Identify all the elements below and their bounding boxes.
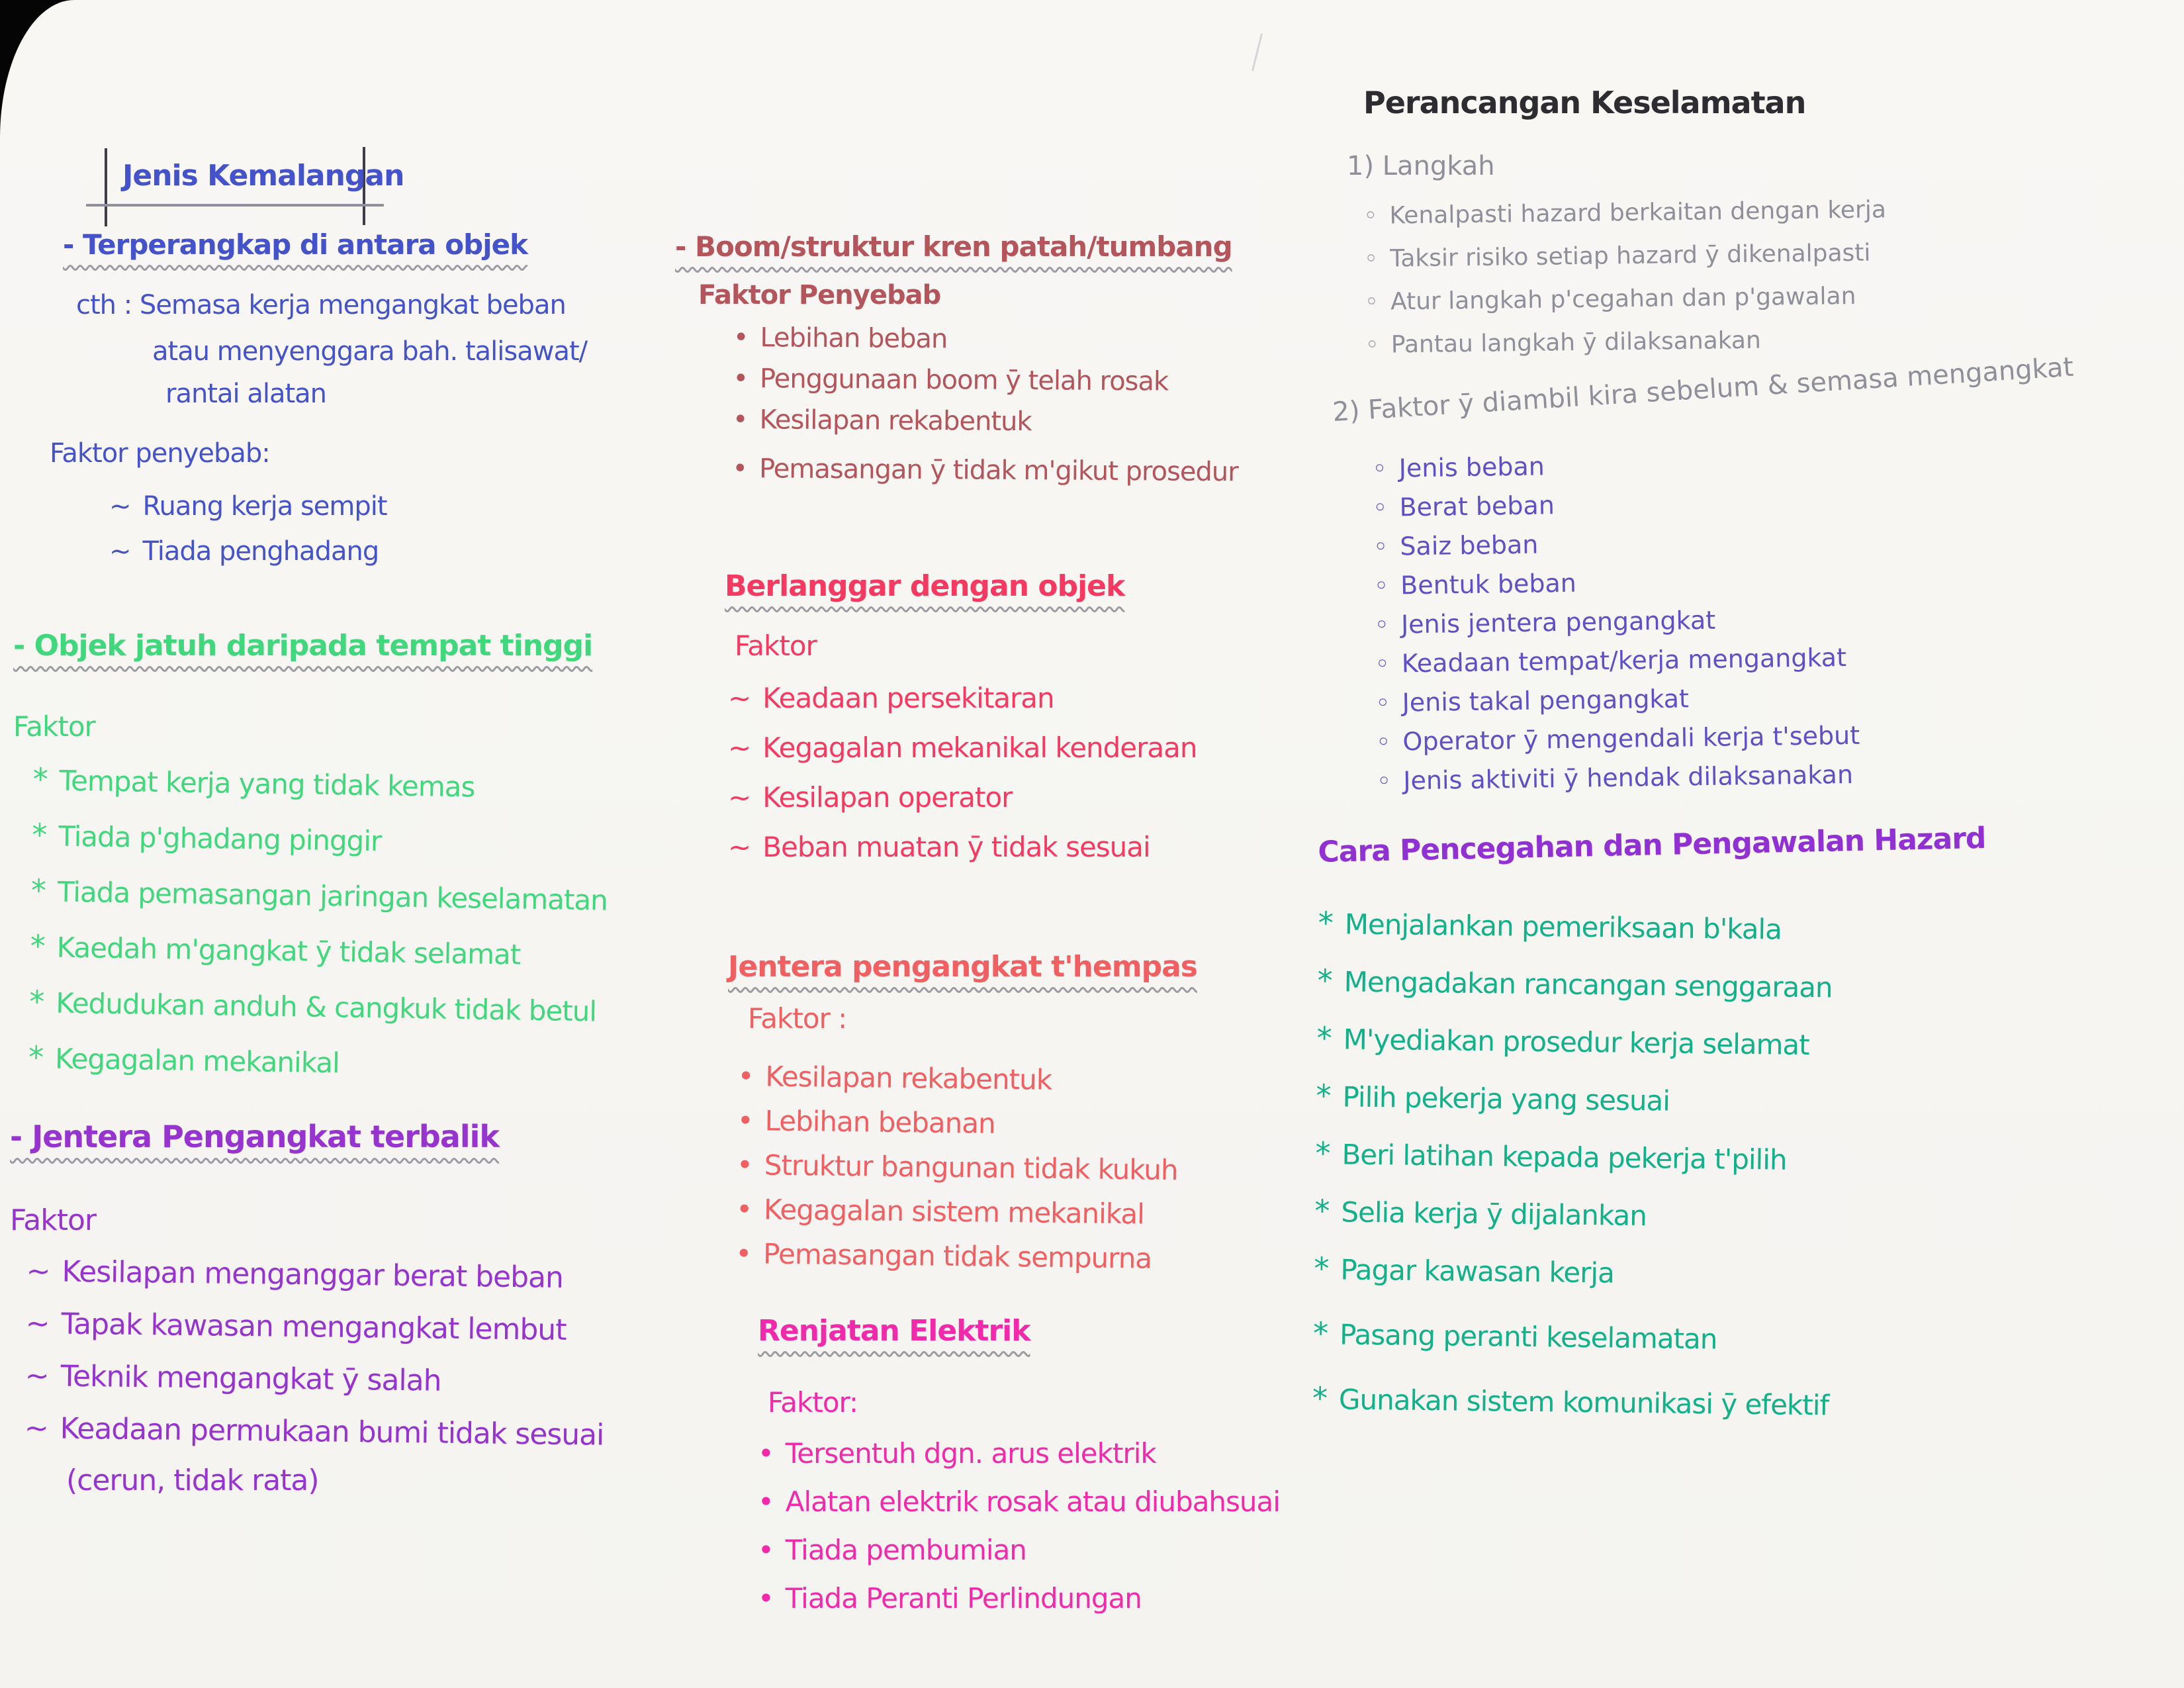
- list-item: [32, 761, 610, 806]
- item-text: Tempat kerja yang tidak kemas: [59, 764, 475, 804]
- item-text: Lebihan beban: [760, 322, 948, 355]
- list-item: [25, 1307, 605, 1348]
- bullet-marker: ◦: [1372, 453, 1388, 483]
- item-text: Operator ȳ mengendali kerja t'sebut: [1402, 720, 1860, 757]
- bullet-marker: *: [1318, 905, 1334, 941]
- example-line: cth : Semasa kerja mengangkat beban: [76, 290, 566, 320]
- list-item: [1375, 679, 2079, 718]
- section-jentera-pengangkat-terbalik: [10, 1119, 606, 1497]
- bullet-marker: ~: [25, 1306, 50, 1341]
- list-item: [732, 453, 1238, 487]
- item-text: Pemasangan tidak sempurna: [762, 1237, 1152, 1275]
- item-text: Kesilapan rekabentuk: [765, 1060, 1052, 1096]
- section-berlanggar-dengan-objek: [725, 569, 1197, 863]
- item-text: Keadaan permukaan bumi tidak sesuai: [60, 1411, 604, 1452]
- bullet-marker: *: [1313, 1250, 1329, 1287]
- list-item: [24, 1359, 604, 1400]
- item-text: Tiada pembumian: [785, 1534, 1026, 1566]
- bullet-marker: *: [28, 983, 44, 1020]
- bullet-marker: ◦: [1373, 571, 1389, 600]
- list-item: [1316, 1078, 1984, 1121]
- list-item: [1315, 1135, 1983, 1179]
- factor-list: [1372, 444, 2081, 796]
- list-item: [1365, 282, 1888, 316]
- list-item: [24, 1411, 604, 1452]
- list-item: [728, 731, 1197, 764]
- list-item: [1373, 522, 2077, 561]
- scan-crease-artifact: [1251, 33, 1263, 71]
- list-item: [109, 536, 587, 567]
- item-text: M'yediakan prosedur kerja selamat: [1343, 1023, 1809, 1062]
- bullet-marker: •: [735, 1237, 752, 1270]
- bullet-marker: •: [758, 1582, 774, 1615]
- bullet-marker: *: [1316, 1019, 1332, 1056]
- list-item: [1314, 1193, 1983, 1237]
- list-item: [736, 1193, 1196, 1231]
- bullet-marker: ~: [728, 831, 751, 863]
- section-subheading: Faktor: [13, 710, 95, 743]
- item-text: Pilih pekerja yang sesuai: [1342, 1080, 1670, 1117]
- item-text: Kegagalan sistem mekanikal: [763, 1193, 1145, 1231]
- list-item: [1377, 757, 2081, 796]
- item-text: Mengadakan rancangan senggaraan: [1343, 965, 1833, 1004]
- bullet-marker: ◦: [1374, 610, 1390, 639]
- list-item: [1314, 1250, 1982, 1294]
- bullet-marker: *: [32, 761, 48, 798]
- item-text: Jenis jentera pengangkat: [1400, 605, 1716, 639]
- item-text: Beban muatan ȳ tidak sesuai: [762, 831, 1150, 863]
- item-text: Penggunaan boom ȳ telah rosak: [759, 363, 1169, 397]
- section-title: Jentera pengangkat t'hempas: [728, 950, 1197, 984]
- list-item: [1376, 718, 2080, 757]
- section-boom-struktur-kren-patah: [675, 230, 1239, 488]
- item-text: Tiada p'ghadang pinggir: [58, 820, 382, 858]
- bullet-marker: •: [732, 404, 748, 436]
- title-side-bar-left: [105, 148, 107, 226]
- list-item: [1312, 1380, 1981, 1424]
- list-item: [758, 1534, 1280, 1566]
- bullet-marker: ~: [26, 1254, 50, 1289]
- title-underline-rule: [86, 204, 384, 207]
- list-item: [1373, 483, 2077, 522]
- section-subheading: Faktor:: [768, 1386, 858, 1419]
- bullet-marker: •: [733, 363, 749, 395]
- list-item: [29, 984, 606, 1029]
- bullet-marker: ◦: [1365, 331, 1380, 359]
- section-objek-jatuh-dari-tempat-tinggi: [13, 629, 610, 1080]
- section-title: - Terperangkap di antara objek: [63, 228, 528, 261]
- item-text: Selia kerja ȳ dijalankan: [1341, 1196, 1647, 1233]
- item-text: Tersentuh dgn. arus elektrik: [785, 1437, 1156, 1470]
- list-item: [728, 682, 1197, 714]
- item-text: Tiada Peranti Perlindungan: [785, 1582, 1142, 1615]
- section-subheading: Faktor Penyebab: [698, 280, 941, 310]
- bullet-marker: *: [30, 872, 46, 909]
- bullet-marker: ◦: [1372, 492, 1388, 522]
- item-text: Keadaan persekitaran: [762, 682, 1054, 714]
- bullet-marker: •: [758, 1485, 774, 1518]
- item-text: Kegagalan mekanikal: [54, 1042, 340, 1080]
- list-item: [1363, 196, 1886, 230]
- item-text: Gunakan sistem komunikasi ȳ efektif: [1338, 1383, 1829, 1422]
- bullet-marker: ~: [24, 1358, 49, 1393]
- factor-list: [24, 1254, 606, 1452]
- item-text: Jenis beban: [1398, 451, 1545, 483]
- bullet-marker: ~: [109, 536, 131, 567]
- section-jentera-pengangkat-terhempas: [728, 950, 1197, 1275]
- bullet-marker: *: [30, 927, 46, 964]
- item-text: Kesilapan operator: [762, 781, 1013, 814]
- list-item-continuation: (cerun, tidak rata): [66, 1464, 319, 1497]
- item-text: Berat beban: [1399, 491, 1555, 522]
- page-title: Jenis Kemalangan: [122, 159, 404, 193]
- section-subheading: Faktor: [735, 630, 817, 662]
- item-text: Jenis aktiviti ȳ hendak dilaksanakan: [1403, 759, 1854, 796]
- list-item: [735, 1237, 1195, 1275]
- bullet-marker: *: [1314, 1192, 1330, 1229]
- section-langkah: [1347, 151, 1886, 359]
- factor-list: [109, 491, 587, 567]
- bullet-marker: •: [737, 1060, 754, 1093]
- item-text: Jenis takal pengangkat: [1402, 684, 1690, 718]
- bullet-marker: ~: [728, 682, 751, 714]
- bullet-marker: *: [1312, 1380, 1328, 1417]
- list-item: [1373, 561, 2077, 600]
- item-text: Bentuk beban: [1400, 568, 1577, 600]
- list-item: [733, 322, 1240, 356]
- list-item: [30, 928, 607, 973]
- item-text: Kaedah m'gangkat ȳ tidak selamat: [56, 931, 521, 971]
- bullet-marker: *: [1312, 1315, 1328, 1352]
- right-column-title: Perancangan Keselamatan: [1363, 85, 1806, 120]
- item-text: Atur langkah p'cegahan dan p'gawalan: [1390, 282, 1856, 316]
- section-terperangkap-di-antara-objek: [50, 228, 588, 567]
- factor-list: [728, 682, 1197, 863]
- bullet-marker: •: [737, 1103, 753, 1137]
- list-item: [728, 831, 1197, 863]
- example-line: rantai alatan: [165, 379, 327, 409]
- section-subheading: Faktor: [10, 1203, 96, 1237]
- list-item: [1364, 239, 1887, 273]
- factor-list: [732, 322, 1239, 487]
- list-item: [758, 1485, 1280, 1518]
- section-heading: Cara Pencegahan dan Pengawalan Hazard: [1317, 821, 1986, 869]
- item-text: Ruang kerja sempit: [142, 491, 387, 522]
- section-title: - Boom/struktur kren patah/tumbang: [675, 230, 1232, 263]
- list-item: [1365, 325, 1888, 359]
- section-title: - Objek jatuh daripada tempat tinggi: [13, 629, 593, 663]
- section-subheading: Faktor :: [748, 1002, 847, 1035]
- item-text: Alatan elektrik rosak atau diubahsuai: [785, 1485, 1280, 1518]
- item-text: Taksir risiko setiap hazard ȳ dikenalpasti: [1390, 239, 1871, 273]
- item-text: Kegagalan mekanikal kenderaan: [762, 731, 1197, 764]
- bullet-marker: ◦: [1376, 766, 1392, 796]
- list-item: [1316, 1020, 1985, 1064]
- bullet-marker: ◦: [1363, 245, 1379, 273]
- section-heading: 1) Langkah: [1347, 151, 1495, 181]
- item-text: Tiada penghadang: [142, 536, 379, 567]
- item-text: Pantau langkah ȳ dilaksanakan: [1390, 326, 1762, 359]
- list-item: [758, 1582, 1280, 1615]
- item-text: Saiz beban: [1400, 530, 1539, 561]
- bullet-marker: •: [758, 1437, 774, 1470]
- item-text: Teknik mengangkat ȳ salah: [60, 1359, 441, 1398]
- item-text: Tapak kawasan mengangkat lembut: [61, 1307, 567, 1347]
- bullet-marker: ◦: [1375, 688, 1390, 718]
- bullet-marker: •: [732, 453, 748, 485]
- item-text: Tiada pemasangan jaringan keselamatan: [57, 875, 608, 917]
- bullet-marker: *: [1315, 1135, 1330, 1172]
- bullet-marker: ~: [728, 781, 751, 814]
- section-renjatan-elektrik: [758, 1314, 1280, 1615]
- bullet-marker: *: [1317, 962, 1333, 999]
- bullet-marker: •: [736, 1148, 753, 1182]
- step-list: [1363, 196, 1888, 359]
- bullet-marker: *: [31, 816, 47, 853]
- item-text: Keadaan tempat/kerja mengangkat: [1401, 643, 1847, 679]
- factor-list: [735, 1060, 1197, 1275]
- bullet-marker: •: [735, 1192, 752, 1226]
- item-text: Pasang peranti keselamatan: [1339, 1318, 1717, 1356]
- section-title: Berlanggar dengan objek: [725, 569, 1125, 603]
- list-item: [733, 363, 1239, 397]
- section-title: - Jentera Pengangkat terbalik: [10, 1119, 500, 1154]
- factor-list: [28, 761, 610, 1084]
- bullet-marker: ~: [109, 491, 131, 522]
- list-item: [1375, 639, 2079, 679]
- bullet-marker: •: [733, 322, 749, 353]
- section-heading: 2) Faktor ȳ diambil kira sebelum & semasa mengangkat: [1332, 352, 2075, 428]
- list-item: [733, 404, 1239, 438]
- item-text: Kesilapan rekabentuk: [759, 404, 1032, 438]
- bullet-marker: ◦: [1363, 202, 1378, 230]
- list-item: [737, 1060, 1197, 1098]
- list-item: [737, 1104, 1197, 1142]
- list-item: [28, 1039, 606, 1084]
- list-item: [1372, 444, 2076, 483]
- bullet-marker: ◦: [1364, 288, 1379, 316]
- list-item: [1374, 600, 2078, 639]
- bullet-marker: •: [758, 1534, 774, 1566]
- section-title: Renjatan Elektrik: [758, 1314, 1030, 1348]
- bullet-marker: ◦: [1375, 727, 1391, 757]
- item-text: Pagar kawasan kerja: [1340, 1253, 1615, 1289]
- list-item: [737, 1149, 1197, 1186]
- section-subheading: Faktor penyebab:: [50, 438, 270, 469]
- item-text: Kesilapan menganggar berat beban: [62, 1254, 564, 1295]
- list-item: [32, 817, 609, 862]
- item-text: Pemasangan ȳ tidak m'gikut prosedur: [758, 453, 1238, 488]
- bullet-marker: ◦: [1373, 532, 1388, 561]
- factor-list: [758, 1437, 1280, 1615]
- list-item: [109, 491, 587, 522]
- section-cara-pencegahan-pengawalan-hazard: [1312, 821, 1986, 1422]
- list-item: [1313, 1315, 1981, 1359]
- bullet-marker: *: [28, 1039, 44, 1076]
- item-text: Struktur bangunan tidak kukuh: [764, 1149, 1178, 1187]
- section-faktor-diambil-kira: [1332, 352, 2075, 796]
- list-item: [1317, 962, 1985, 1006]
- list-item: [26, 1254, 606, 1295]
- prevention-list: [1312, 905, 1986, 1424]
- item-text: Kenalpasti hazard berkaitan dengan kerja: [1389, 196, 1887, 230]
- bullet-marker: ◦: [1375, 649, 1390, 679]
- example-line: atau menyenggara bah. talisawat/: [152, 336, 588, 367]
- bullet-marker: *: [1316, 1077, 1331, 1114]
- item-text: Beri latihan kepada pekerja t'pilih: [1342, 1138, 1787, 1176]
- item-text: Lebihan bebanan: [764, 1104, 995, 1140]
- item-text: Kedudukan anduh & cangkuk tidak betul: [55, 986, 597, 1028]
- list-item: [728, 781, 1197, 814]
- list-item: [1318, 905, 1986, 949]
- bullet-marker: ~: [728, 731, 751, 764]
- list-item: [758, 1437, 1280, 1470]
- list-item: [31, 872, 608, 917]
- bullet-marker: ~: [24, 1411, 48, 1446]
- item-text: Menjalankan pemeriksaan b'kala: [1344, 908, 1782, 946]
